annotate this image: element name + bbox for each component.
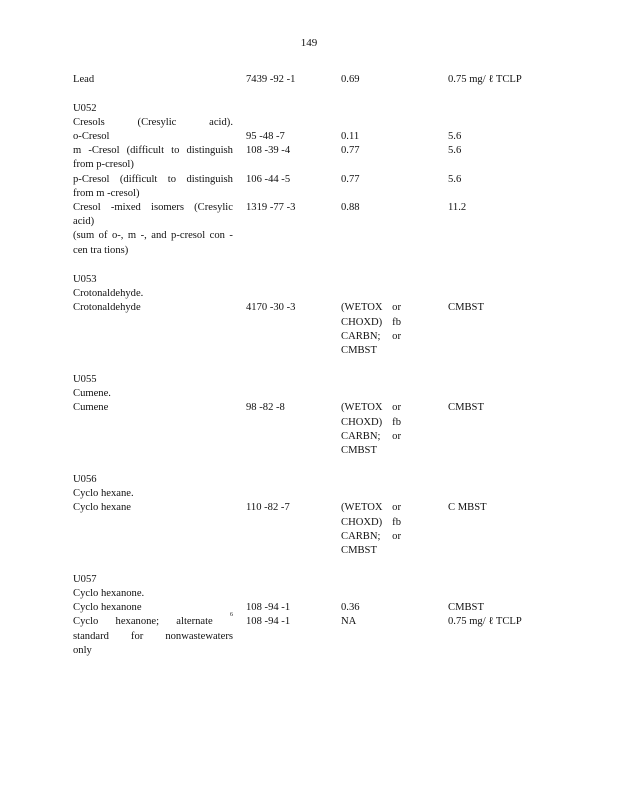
cas-number-cell: 1319 -77 -3 (246, 202, 296, 213)
table-row (0, 102, 618, 116)
wastewater-standard-cell: CARBN; or (341, 531, 401, 542)
wastewater-standard-cell: CMBST (341, 345, 377, 356)
table-row (0, 573, 618, 587)
constituent-cell: Cresols (Cresylic acid). (73, 117, 233, 128)
wastewater-standard-cell: 0.36 (341, 602, 360, 613)
table-row (0, 487, 618, 501)
table-row (0, 116, 618, 130)
constituent-cell: U052 (73, 103, 97, 114)
nonwastewater-standard-cell: CMBST (448, 602, 484, 613)
constituent-cell: Cyclo hexane (73, 502, 131, 513)
table-row (0, 416, 618, 430)
cas-number-cell: 110 -82 -7 (246, 502, 290, 513)
wastewater-standard-cell: CARBN; or (341, 431, 401, 442)
constituent-cell: p-Cresol (difficult to distinguish (73, 174, 233, 185)
page-number: 149 (300, 37, 318, 49)
constituent-cell: standard for nonwastewaters (73, 631, 233, 642)
constituent-cell: m -Cresol (difficult to distinguish (73, 145, 233, 156)
constituent-cell: Cumene. (73, 388, 111, 399)
table-row (0, 601, 618, 615)
nonwastewater-standard-cell: CMBST (448, 302, 484, 313)
constituent-cell: Cumene (73, 402, 109, 413)
table-row (0, 344, 618, 358)
constituent-cell: Crotonaldehyde. (73, 288, 144, 299)
wastewater-standard-cell: (WETOX or (341, 302, 401, 313)
table-row (0, 473, 618, 487)
constituent-cell: U056 (73, 474, 97, 485)
wastewater-standard-cell: CHOXD) fb (341, 317, 401, 328)
nonwastewater-standard-cell: 5.6 (448, 145, 462, 156)
cas-number-cell: 106 -44 -5 (246, 174, 291, 185)
table-row (0, 215, 618, 229)
table-row (0, 387, 618, 401)
table-row (0, 273, 618, 287)
wastewater-standard-cell: CMBST (341, 545, 377, 556)
constituent-cell: cen tra tions) (73, 245, 129, 256)
wastewater-standard-cell: NA (341, 616, 357, 627)
constituent-cell: o-Cresol (73, 131, 110, 142)
table-row (0, 444, 618, 458)
table-row (0, 612, 618, 629)
cas-number-cell: 108 -39 -4 (246, 145, 291, 156)
table-row (0, 644, 618, 658)
wastewater-standard-cell: 0.88 (341, 202, 360, 213)
constituent-cell: only (73, 645, 92, 656)
table-row (0, 144, 618, 158)
constituent-cell: U057 (73, 574, 97, 585)
table-row (0, 73, 618, 87)
table-row (0, 530, 618, 544)
table-row (0, 330, 618, 344)
footnote-marker: 6 (229, 612, 233, 618)
table-row (0, 301, 618, 315)
cas-number-cell: 95 -48 -7 (246, 131, 285, 142)
constituent-cell: Cyclo hexanone; alternate 6 (73, 615, 233, 629)
table-row (0, 544, 618, 558)
table-row (0, 201, 618, 215)
nonwastewater-standard-cell: 0.75 mg/ ℓ TCLP (448, 74, 522, 85)
wastewater-standard-cell: (WETOX or (341, 402, 401, 413)
nonwastewater-standard-cell: 11.2 (448, 202, 467, 213)
nonwastewater-standard-cell: 5.6 (448, 174, 462, 185)
wastewater-standard-cell: CHOXD) fb (341, 417, 401, 428)
nonwastewater-standard-cell: 5.6 (448, 131, 462, 142)
cas-number-cell: 7439 -92 -1 (246, 74, 296, 85)
wastewater-standard-cell: 0.11 (341, 131, 360, 142)
constituent-cell: acid) (73, 216, 95, 227)
constituent-cell: Lead (73, 74, 95, 85)
constituent-cell: Crotonaldehyde (73, 302, 141, 313)
table-row (0, 587, 618, 601)
table-row (0, 244, 618, 258)
wastewater-standard-cell: (WETOX or (341, 502, 401, 513)
table-row (0, 401, 618, 415)
cas-number-cell: 108 -94 -1 (246, 616, 291, 627)
table-row (0, 187, 618, 201)
wastewater-standard-cell: 0.69 (341, 74, 360, 85)
table-row (0, 630, 618, 644)
cas-number-cell: 108 -94 -1 (246, 602, 291, 613)
cas-number-cell: 4170 -30 -3 (246, 302, 296, 313)
cas-number-cell: 98 -82 -8 (246, 402, 285, 413)
constituent-cell: Cyclo hexanone (73, 602, 142, 613)
constituent-cell: from p-cresol) (73, 159, 134, 170)
table-row (0, 516, 618, 530)
constituent-cell: U053 (73, 274, 97, 285)
table-row (0, 130, 618, 144)
table-row (0, 229, 618, 243)
table-row (0, 501, 618, 515)
table-row (0, 373, 618, 387)
wastewater-standard-cell: 0.77 (341, 145, 360, 156)
constituent-cell: Cyclo hexane. (73, 488, 134, 499)
nonwastewater-standard-cell: 0.75 mg/ ℓ TCLP (448, 616, 522, 627)
wastewater-standard-cell: CARBN; or (341, 331, 401, 342)
constituent-cell: Cresol -mixed isomers (Cresylic (73, 202, 233, 213)
constituent-cell: Cyclo hexanone. (73, 588, 145, 599)
constituent-cell: from m -cresol) (73, 188, 140, 199)
table-row (0, 287, 618, 301)
table-row (0, 430, 618, 444)
nonwastewater-standard-cell: C MBST (448, 502, 487, 513)
constituent-cell: (sum of o-, m -, and p-cresol con - (73, 230, 233, 241)
wastewater-standard-cell: CHOXD) fb (341, 517, 401, 528)
table-row (0, 316, 618, 330)
wastewater-standard-cell: CMBST (341, 445, 377, 456)
table-row (0, 173, 618, 187)
table-row (0, 158, 618, 172)
wastewater-standard-cell: 0.77 (341, 174, 360, 185)
nonwastewater-standard-cell: CMBST (448, 402, 484, 413)
constituent-cell: U055 (73, 374, 97, 385)
